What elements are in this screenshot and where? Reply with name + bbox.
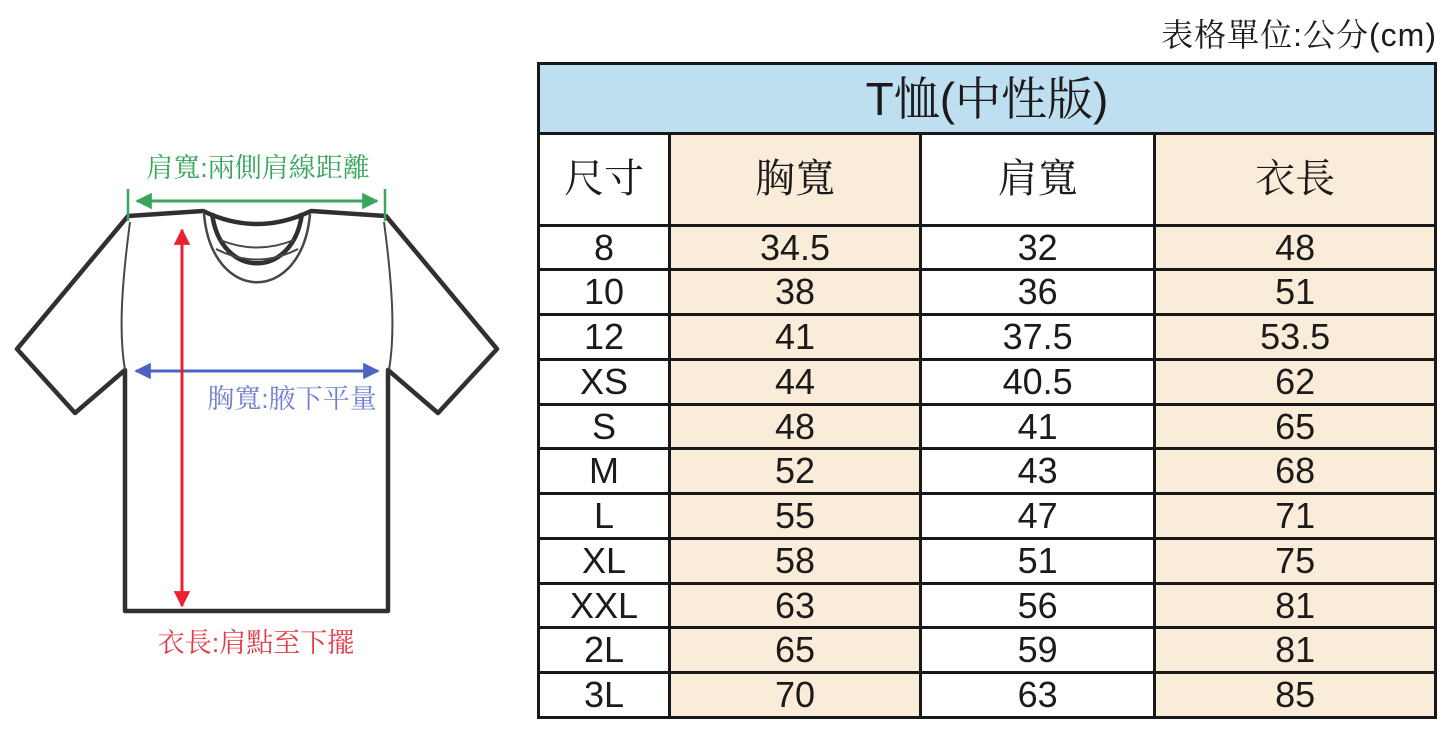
length-value-cell: 53.5 [1155,315,1436,360]
size-cell: XL [539,538,670,583]
size-cell: 8 [539,225,670,270]
table-row [539,628,1436,673]
chest-value-cell: 34.5 [669,225,920,270]
chest-value-cell: 44 [669,359,920,404]
column-header-shoulder: 肩寬 [921,134,1155,226]
length-value-cell: 68 [1155,449,1436,494]
size-cell: 2L [539,628,670,673]
column-header-chest: 胸寬 [669,134,920,226]
chest-value-cell: 38 [669,270,920,315]
column-header-size: 尺寸 [539,134,670,226]
size-cell: S [539,404,670,449]
chest-value-cell: 70 [669,673,920,718]
shoulder-value-cell: 41 [921,404,1155,449]
table-row [539,359,1436,404]
chest-value-cell: 52 [669,449,920,494]
shoulder-value-cell: 59 [921,628,1155,673]
chest-value-cell: 55 [669,494,920,539]
table-row [539,270,1436,315]
unit-label: 表格單位:公分(cm) [1161,17,1437,53]
size-cell: M [539,449,670,494]
length-value-cell: 75 [1155,538,1436,583]
shoulder-value-cell: 47 [921,494,1155,539]
column-header-row [539,134,1436,226]
chest-value-cell: 65 [669,628,920,673]
chest-value-cell: 48 [669,404,920,449]
size-table [537,62,1437,719]
shoulder-value-cell: 63 [921,673,1155,718]
length-value-cell: 62 [1155,359,1436,404]
shoulder-value-cell: 32 [921,225,1155,270]
table-row [539,494,1436,539]
table-row [539,583,1436,628]
shoulder-value-cell: 40.5 [921,359,1155,404]
length-value-cell: 85 [1155,673,1436,718]
table-row [539,538,1436,583]
column-header-length: 衣長 [1155,134,1436,226]
tshirt-measurement-diagram [0,0,535,729]
length-label: 衣長:肩點至下擺 [157,628,355,658]
shoulder-value-cell: 51 [921,538,1155,583]
shoulder-value-cell: 36 [921,270,1155,315]
chest-value-cell: 41 [669,315,920,360]
chest-value-cell: 63 [669,583,920,628]
table-title: T恤(中性版) [539,64,1436,134]
table-row [539,225,1436,270]
length-value-cell: 48 [1155,225,1436,270]
size-cell: L [539,494,670,539]
table-row [539,449,1436,494]
length-value-cell: 51 [1155,270,1436,315]
chest-width-label: 胸寬:腋下平量 [207,384,377,414]
table-row [539,673,1436,718]
shoulder-value-cell: 37.5 [921,315,1155,360]
shoulder-value-cell: 43 [921,449,1155,494]
size-cell: 3L [539,673,670,718]
size-cell: 12 [539,315,670,360]
length-value-cell: 81 [1155,628,1436,673]
shoulder-width-label: 肩寬:兩側肩線距離 [146,153,370,183]
length-value-cell: 81 [1155,583,1436,628]
size-cell: XXL [539,583,670,628]
table-title-row [539,64,1436,134]
length-value-cell: 65 [1155,404,1436,449]
table-row [539,404,1436,449]
chest-value-cell: 58 [669,538,920,583]
size-cell: 10 [539,270,670,315]
length-value-cell: 71 [1155,494,1436,539]
shoulder-value-cell: 56 [921,583,1155,628]
size-cell: XS [539,359,670,404]
table-row [539,315,1436,360]
